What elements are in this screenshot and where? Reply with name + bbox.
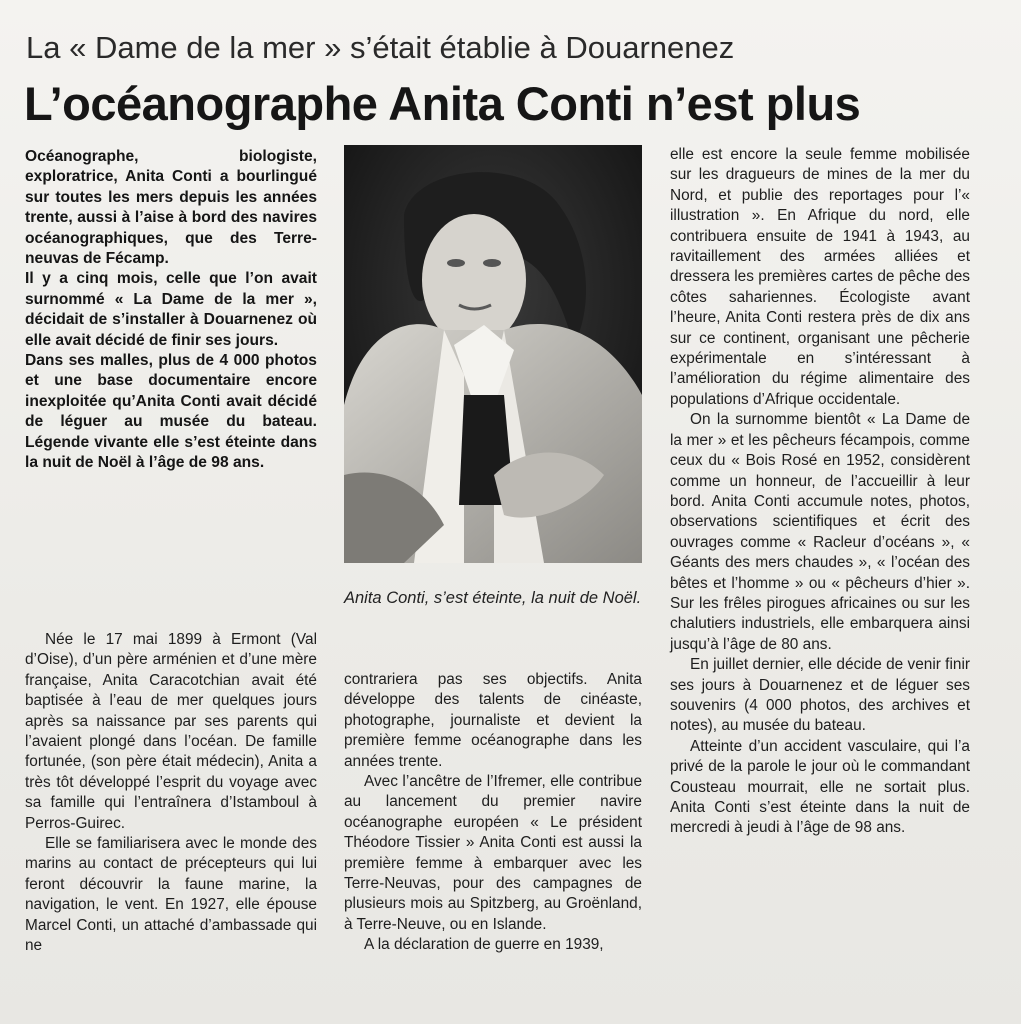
body-paragraph: Elle se familiarisera avec le monde des marins au contact de précepteurs qui lui feront découvrir la faune marine, la navigation, le vent. En 1927, elle épouse Marcel Conti, un attaché d’ambassade qui ne — [25, 835, 317, 955]
photo-caption: Anita Conti, s’est éteinte, la nuit de Noël. — [344, 589, 642, 607]
body-paragraph: A la déclaration de guerre en 1939, — [364, 936, 604, 954]
body-paragraph: Avec l’ancêtre de l’Ifremer, elle contribue au lancement du premier navire océanographe européen « Le président Théodore Tissier » Anita Conti est aussi la première femme à embarquer avec les Terre-Neuvas, pour des campagnes de plusieurs mois au Spitzberg, au Groënland, à Terre-Neuve, ou en Islande. — [344, 773, 642, 933]
lead-paragraph: Océanographe, biologiste, exploratrice, Anita Conti a bourlingué sur toutes les mers depuis les années trente, aussi à l’aise à bord des navires océanographiques, que des Terre-neuvas de Fécamp. — [25, 148, 317, 268]
body-paragraph: On la surnomme bientôt « La Dame de la mer » et les pêcheurs fécampois, comme ceux du « Bois Rosé en 1952, considèrent comme un honneur, de l’accueillir à leur bord. Anita Conti accumule notes, photos, observations scientifiques et écrit des ouvrages comme « Racleur d’océans », « Géants des mers chaudes », « l’océan des bêtes et l’homme » ou « pêcheurs d’hier ». Sur les frêles pirogues africaines ou sur les chalutiers industriels, elle embarquera ainsi jusqu’à l’âge de 80 ans. — [670, 411, 970, 653]
body-paragraph: Née le 17 mai 1899 à Ermont (Val d’Oise), d’un père arménien et d’une mère française, Anita Caracotchian avait été baptisée à l’eau de mer quelques jours après sa naissance par ses parents qui l’avaient plongé dans l’océan. De famille fortunée, (son père était médecin), Anita a très tôt développé l’esprit du voyage avec sa famille qui l’entraînera d’Istamboul à Perros-Guirec. — [25, 631, 317, 832]
article-kicker: La « Dame de la mer » s’était établie à Douarnenez — [26, 30, 735, 65]
body-paragraph: En juillet dernier, elle décide de venir finir ses jours à Douarnenez et de léguer ses souvenirs (4 000 photos, des archives et notes), au musée du bateau. — [670, 656, 970, 735]
article-headline: L’océanographe Anita Conti n’est plus — [24, 77, 861, 130]
article-lead — [25, 147, 317, 474]
article-column-1 — [25, 630, 317, 957]
portrait-photo-illustration — [344, 145, 642, 563]
body-paragraph: contrariera pas ses objectifs. Anita développe des talents de cinéaste, photographe, journaliste et devient la première femme océanographe dans les années trente. — [344, 671, 642, 770]
article-column-2 — [344, 670, 642, 956]
body-paragraph: Atteinte d’un accident vasculaire, qui l’a privé de la parole le jour où le commandant Cousteau mourrait, elle ne sortait plus. Anita Conti s’est éteinte dans la nuit de mercredi à jeudi à l’âge de 98 ans. — [670, 737, 970, 837]
lead-paragraph: Il y a cinq mois, celle que l’on avait surnommé « La Dame de la mer », décidait de s’installer à Douarnenez où elle avait décidé de finir ses jours. — [25, 270, 317, 349]
article-column-3 — [670, 145, 970, 839]
body-paragraph: elle est encore la seule femme mobilisée sur les dragueurs de mines de la mer du Nord, et publie des reportages pour l’« illustration ». En Afrique du nord, elle contribuera ensuite de 1941 à 1943, au ravitaillement des armées alliées et dressera les premières cartes de pêche des côtes sahariennes. Écologiste avant l’heure, Anita Conti restera près de dix ans sur ce continent, organisant une pêcherie expérimentale en s’intéressant à l’amélioration du régime alimentaire des populations d’Afrique occidentale. — [670, 146, 970, 408]
portrait-photo — [344, 145, 642, 563]
lead-paragraph: Dans ses malles, plus de 4 000 photos et une base documentaire encore inexploitée qu’Anita Conti avait décidé de léguer au musée du bateau. Légende vivante elle s’est éteinte dans la nuit de Noël à l’âge de 98 ans. — [25, 352, 317, 472]
